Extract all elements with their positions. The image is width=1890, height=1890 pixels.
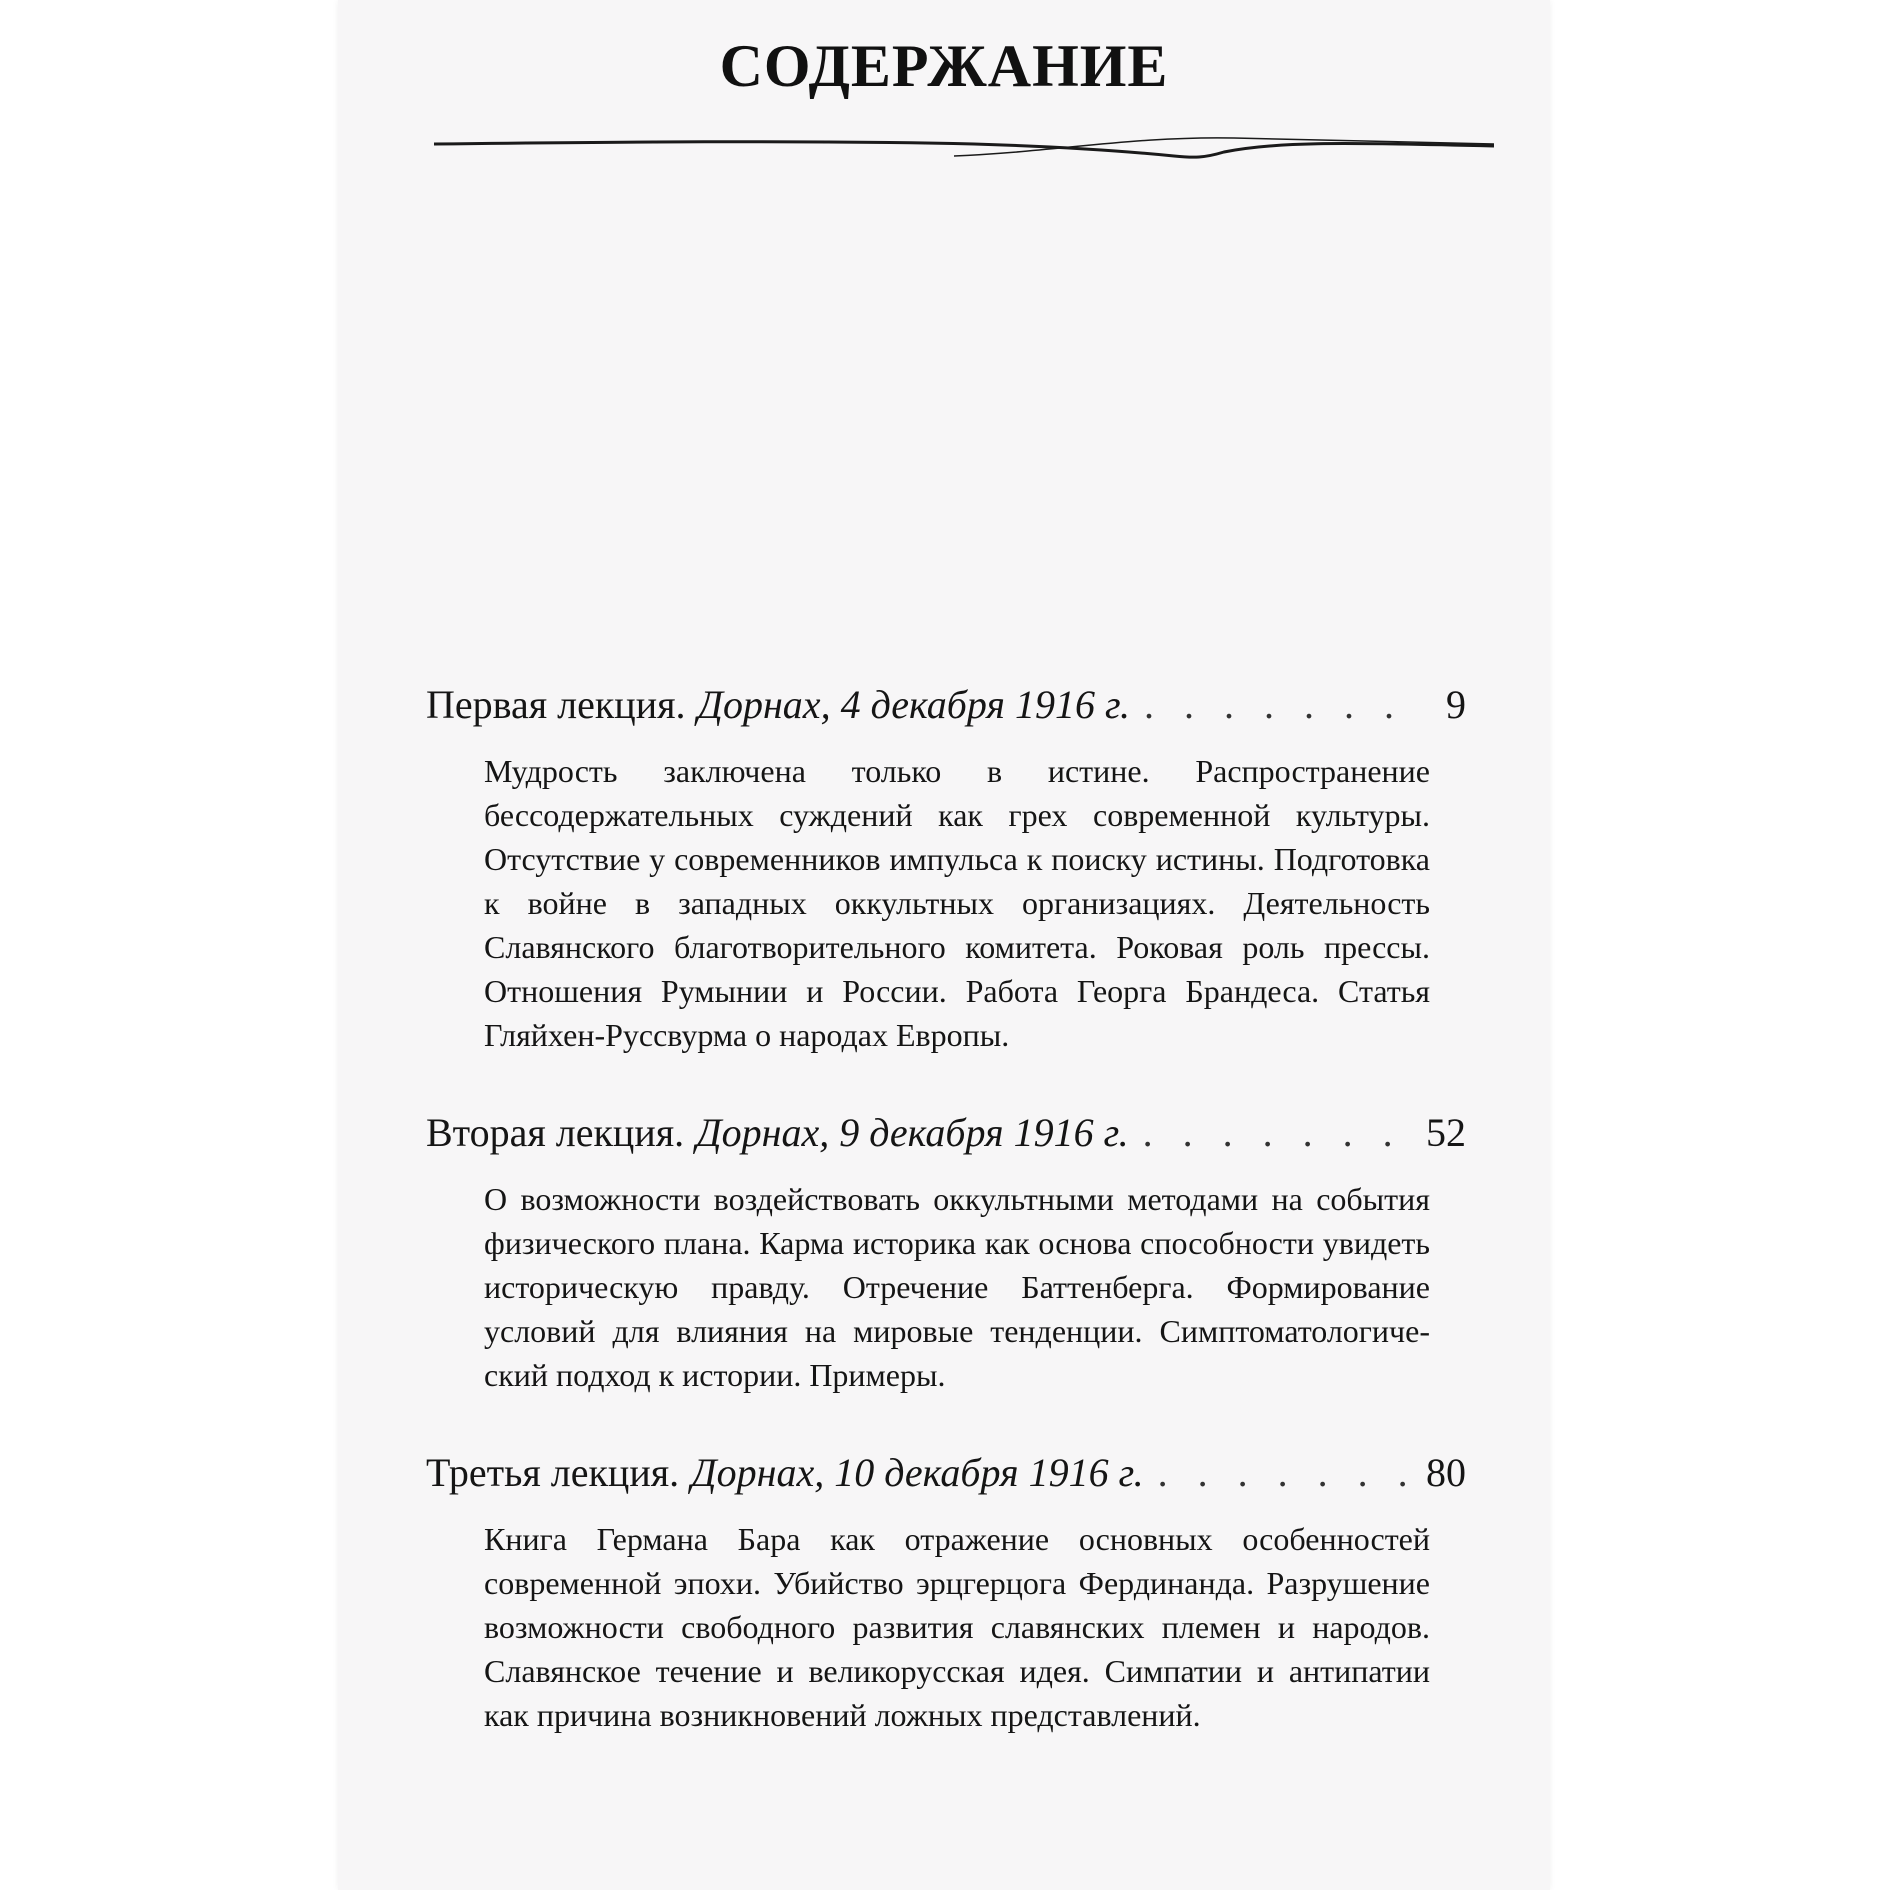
page-number: 52: [1426, 1110, 1466, 1155]
lecture-place-date: Дорнах, 4 декабря 1916 г.: [697, 682, 1131, 727]
lecture-place-date: Дорнах, 10 декабря 1916 г.: [691, 1450, 1144, 1495]
dot-leader: [1144, 675, 1418, 735]
toc-entry-heading: [426, 675, 1466, 735]
toc-entry-3: [426, 1443, 1466, 1737]
book-page: [338, 0, 1550, 1890]
toc-entry-2: [426, 1103, 1466, 1397]
dot-leader: [1143, 1103, 1418, 1163]
lecture-title: Третья лекция.: [426, 1450, 680, 1495]
toc-entry-1: [426, 675, 1466, 1057]
toc-entry-heading: [426, 1103, 1466, 1163]
lecture-summary: О возможности воздействовать оккультными методами на события физического плана. Карма историка как основа способности увидеть историческую правду. Отречение Баттенберга. Формирование условий для влияния на мировые тенденции. Симптоматологический подход к истории. Примеры.: [484, 1181, 1430, 1393]
title-flourish-ornament: [434, 128, 1494, 168]
toc-entry-heading: [426, 1443, 1466, 1503]
lecture-summary: Мудрость заключена только в истине. Распространение бессодержательных суждений как грех современной культуры. Отсутствие у современников импульса к поиску истины. Подготовка к войне в западных оккультных организациях. Деятельность Славянского благотворительного комитета. Роковая роль прессы. Отношения Румынии и России. Работа Георга Брандеса. Статья Гляйхен-Руссвурма о народах Европы.: [484, 753, 1430, 1053]
lecture-summary: Книга Германа Бара как отражение основных особенностей современной эпохи. Убийство эрцгерцога Фердинанда. Разрушение возможности свободного развития славянских племен и народов. Славянское течение и великорусская идея. Симпатии и антипатии как причина возникновений ложных представлений.: [484, 1521, 1430, 1733]
table-of-contents: [426, 675, 1466, 1783]
page-number: 9: [1446, 682, 1466, 727]
lecture-title: Вторая лекция.: [426, 1110, 685, 1155]
dot-leader: [1158, 1443, 1418, 1503]
page-title: СОДЕРЖАНИЕ: [719, 33, 1169, 99]
page-number: 80: [1426, 1450, 1466, 1495]
lecture-place-date: Дорнах, 9 декабря 1916 г.: [696, 1110, 1129, 1155]
lecture-title: Первая лекция.: [426, 682, 686, 727]
